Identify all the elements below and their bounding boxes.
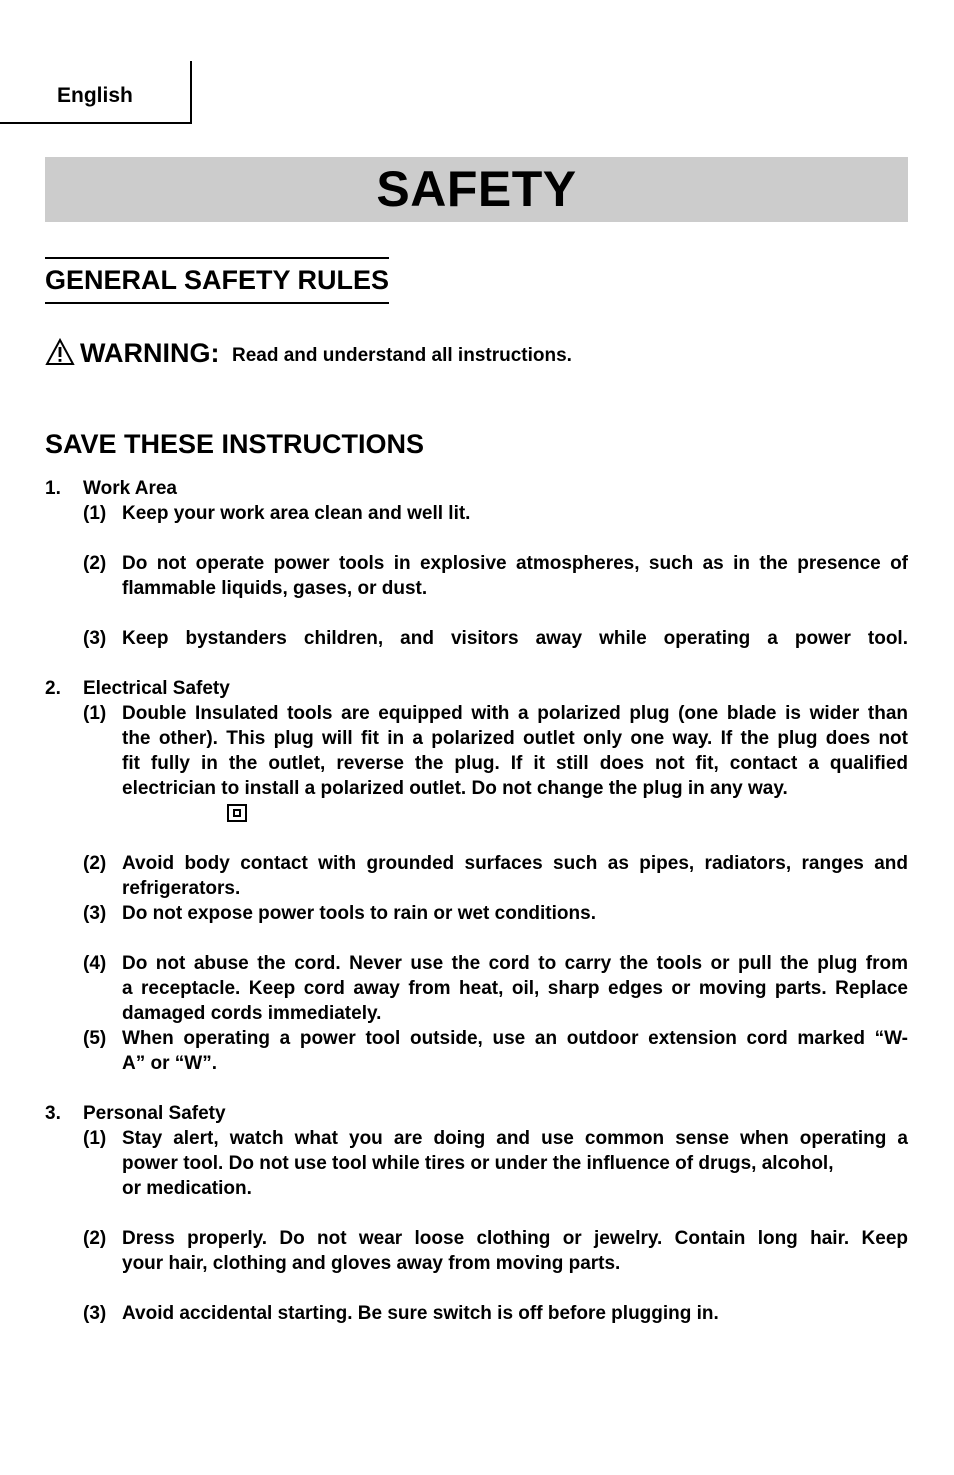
- item-text-line: Avoid body contact with grounded surfaces such as pipes, radiators, ranges and: [122, 853, 908, 874]
- section-number: 3.: [45, 1103, 61, 1124]
- item-text-line: power tool. Do not use tool while tires or under the influence of drugs, alcohol,: [122, 1153, 834, 1174]
- item-number: (1): [83, 1128, 107, 1149]
- item-text-line: Stay alert, watch what you are doing and use common sense when operating a: [122, 1128, 908, 1149]
- language-label: English: [57, 84, 133, 107]
- item-text-line: your hair, clothing and gloves away from moving parts.: [122, 1253, 621, 1274]
- section-number: 2.: [45, 678, 61, 699]
- item-text-line: electrician to install a polarized outlet. Do not change the plug in any way.: [122, 778, 788, 799]
- save-instructions-heading: SAVE THESE INSTRUCTIONS: [45, 429, 425, 459]
- section-title: Electrical Safety: [83, 678, 230, 699]
- warning-triangle-icon: [45, 338, 75, 366]
- item-number: (3): [83, 1303, 107, 1324]
- item-text-line: Keep your work area clean and well lit.: [122, 503, 471, 524]
- item-number: (3): [83, 903, 107, 924]
- item-text-line: damaged cords immediately.: [122, 1003, 382, 1024]
- item-text-line: A” or “W”.: [122, 1053, 217, 1074]
- item-text-line: Dress properly. Do not wear loose clothing or jewelry. Contain long hair. Keep: [122, 1228, 908, 1249]
- item-text-line: fit fully in the outlet, reverse the plug. If it still does not fit, contact a qualified: [122, 753, 908, 774]
- item-number: (5): [83, 1028, 107, 1049]
- item-text-line: or medication.: [122, 1178, 252, 1199]
- item-text-line: a receptacle. Keep cord away from heat, oil, sharp edges or moving parts. Replace: [122, 978, 908, 999]
- item-number: (4): [83, 953, 107, 974]
- item-text-line: the other). This plug will fit in a polarized outlet only one way. If the plug does not: [122, 728, 908, 749]
- item-text-line: Keep bystanders children, and visitors away while operating a power tool.: [122, 628, 908, 649]
- item-number: (2): [83, 1228, 107, 1249]
- item-number: (3): [83, 628, 107, 649]
- section-title: Personal Safety: [83, 1103, 226, 1124]
- item-text-line: refrigerators.: [122, 878, 241, 899]
- language-tab: [0, 61, 192, 124]
- item-text-line: Do not expose power tools to rain or wet conditions.: [122, 903, 596, 924]
- item-text-line: When operating a power tool outside, use an outdoor extension cord marked “W-: [122, 1028, 908, 1049]
- item-text-line: Double Insulated tools are equipped with a polarized plug (one blade is wider than: [122, 703, 908, 724]
- item-number: (1): [83, 703, 107, 724]
- item-text-line: flammable liquids, gases, or dust.: [122, 578, 428, 599]
- warning-text: Read and understand all instructions.: [232, 345, 572, 366]
- page-title-band: [45, 157, 908, 222]
- item-number: (1): [83, 503, 107, 524]
- section-title: Work Area: [83, 478, 177, 499]
- item-number: (2): [83, 553, 107, 574]
- general-safety-rules-heading: GENERAL SAFETY RULES: [45, 257, 389, 304]
- double-insulation-icon: [227, 804, 247, 822]
- warning-label: WARNING:: [80, 338, 220, 368]
- item-text-line: Do not abuse the cord. Never use the cord to carry the tools or pull the plug from: [122, 953, 908, 974]
- item-text-line: Do not operate power tools in explosive atmospheres, such as in the presence of: [122, 553, 908, 574]
- section-number: 1.: [45, 478, 61, 499]
- item-text-line: Avoid accidental starting. Be sure switch is off before plugging in.: [122, 1303, 719, 1324]
- item-number: (2): [83, 853, 107, 874]
- page-title: SAFETY: [376, 161, 577, 217]
